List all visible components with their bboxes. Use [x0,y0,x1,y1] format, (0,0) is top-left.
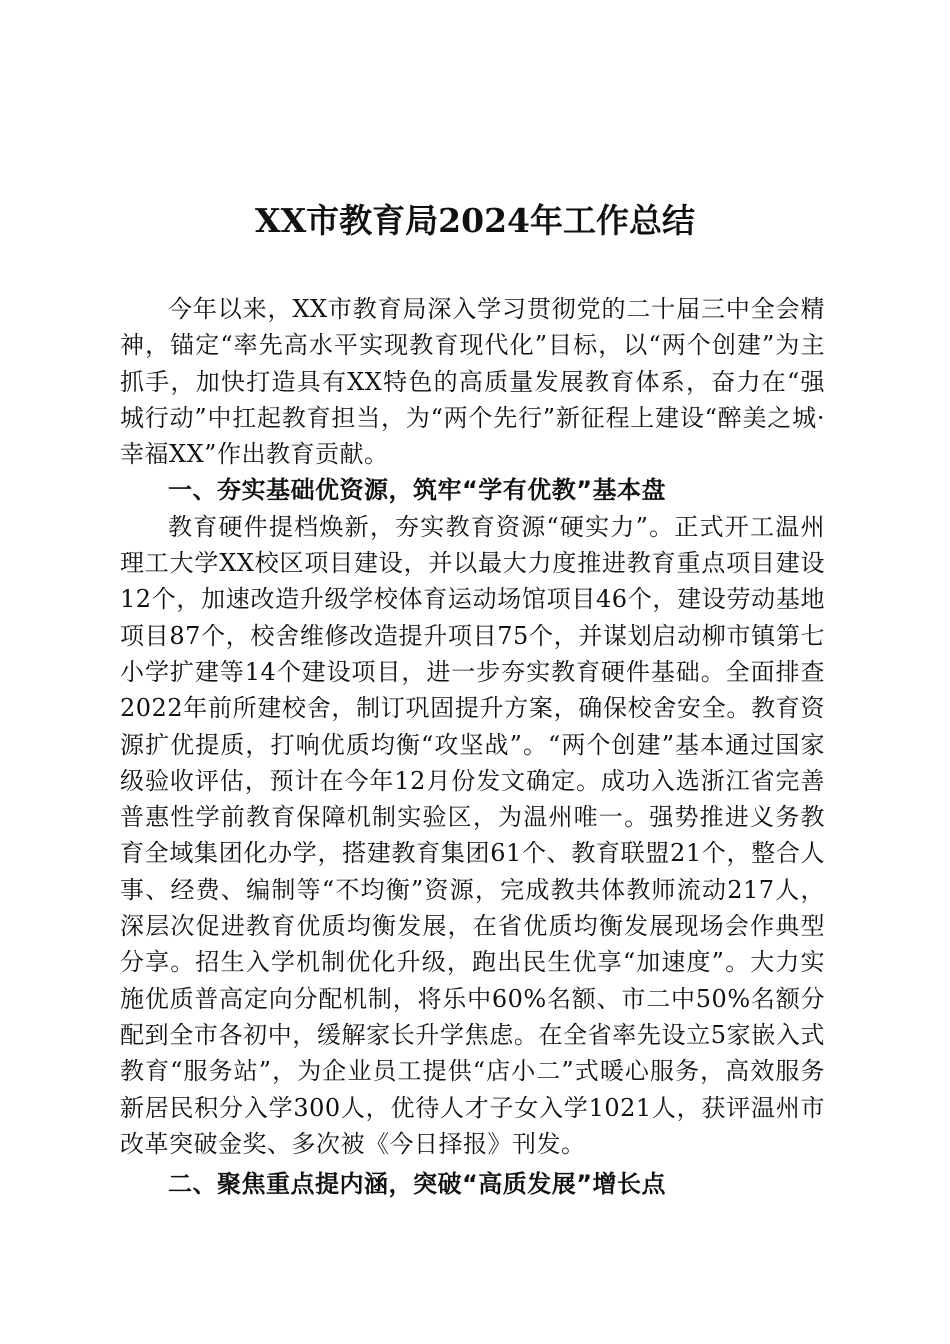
document-body [120,291,825,1202]
section-2-heading: 二、聚焦重点提内涵，突破“高质发展”增长点 [168,1170,667,1199]
intro-paragraph: 今年以来，XX市教育局深入学习贯彻党的二十届三中全会精神，锚定“率先高水平实现教育现代化”目标，以“两个创建”为主抓手，加快打造具有XX特色的高质量发展教育体系，奋力在“强城行动”中扛起教育担当，为“两个先行”新征程上建设“醉美之城·幸福XX”作出教育贡献。 [120,295,825,469]
section-1-paragraph: 教育硬件提档焕新，夯实教育资源“硬实力”。正式开工温州理工大学XX校区项目建设，并以最大力度推进教育重点项目建设12个，加速改造升级学校体育运动场馆项目46个，建设劳动基地项目87个，校舍维修改造提升项目75个，并谋划启动柳市镇第七小学扩建等14个建设项目，进一步夯实教育硬件基础。全面排查2022年前所建校舍，制订巩固提升方案，确保校舍安全。教育资源扩优提质，打响优质均衡“攻坚战”。“两个创建”基本通过国家级验收评估，预计在今年12月份发文确定。成功入选浙江省完善普惠性学前教育保障机制实验区，为温州唯一。强势推进义务教育全域集团化办学，搭建教育集团61个、教育联盟21个，整合人事、经费、编制等“不均衡”资源，完成教共体教师流动217人，深层次促进教育优质均衡发展，在省优质均衡发展现场会作典型分享。招生入学机制优化升级，跑出民生优享“加速度”。大力实施优质普高定向分配机制，将乐中60%名额、市二中50%名额分配到全市各初中，缓解家长升学焦虑。在全省率先设立5家嵌入式教育“服务站”，为企业员工提供“店小二”式暖心服务，高效服务新居民积分入学300人，优待人才子女入学1021人，获评温州市改革突破金奖、多次被《今日择报》刊发。 [120,512,825,1158]
document-title: XX市教育局2024年工作总结 [254,201,696,240]
section-1-heading: 一、夯实基础优资源，筑牢“学有优教”基本盘 [168,476,667,505]
